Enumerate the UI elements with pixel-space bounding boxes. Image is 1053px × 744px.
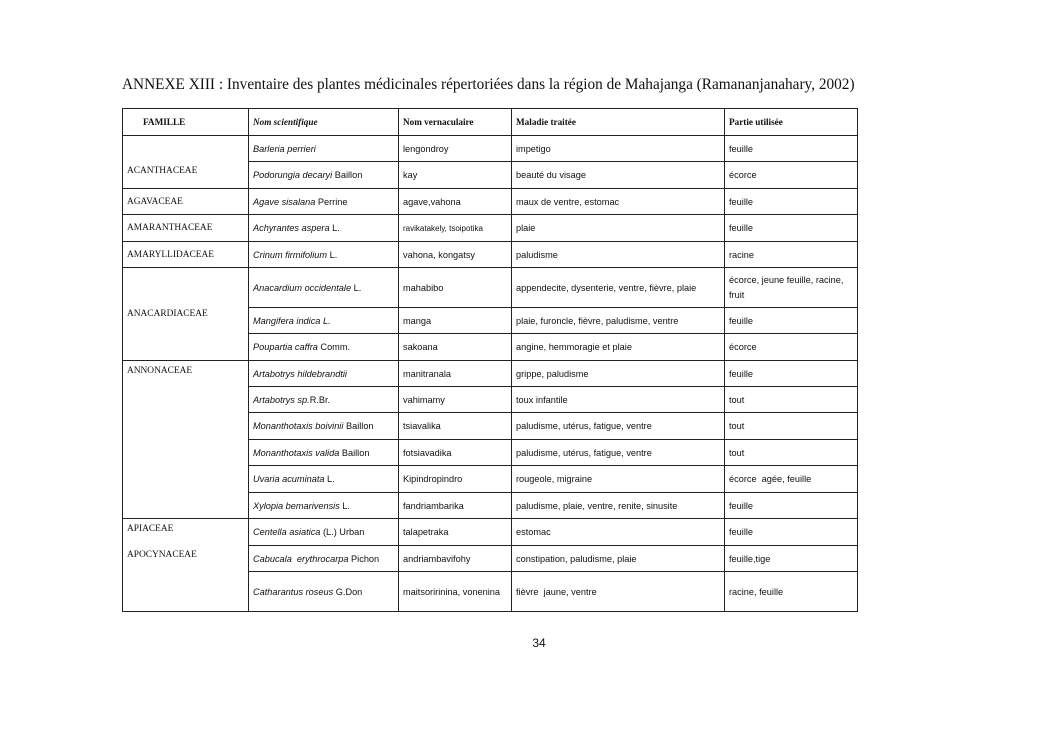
header-nom-scientifique: Nom scientifique (249, 109, 399, 136)
vernacular-name-cell: vahona, kongatsy (399, 242, 512, 268)
part-used-cell: tout (725, 387, 858, 413)
table-row (123, 242, 858, 268)
part-used-cell: feuille,tige (725, 546, 858, 572)
disease-cell: plaie, furoncle, fièvre, paludisme, ventre (512, 308, 725, 334)
vernacular-name-cell: tsiavalika (399, 413, 512, 440)
scientific-name-cell: Monanthotaxis boivinii Baillon (249, 413, 399, 440)
part-used-cell: tout (725, 440, 858, 466)
scientific-name-cell: Uvaria acuminata L. (249, 466, 399, 493)
vernacular-name-cell: mahabibo (399, 268, 512, 308)
scientific-name-cell: Centella asiatica (L.) Urban (249, 519, 399, 546)
family-apiaceae: APIACEAE (127, 524, 174, 534)
scientific-name-cell: Barleria perrieri (249, 136, 399, 162)
disease-cell: appendecite, dysenterie, ventre, fièvre, plaie (512, 268, 725, 308)
vernacular-name-cell: sakoana (399, 334, 512, 361)
disease-cell: maux de ventre, estomac (512, 189, 725, 215)
scientific-name-cell: Artabotrys hildebrandtii (249, 361, 399, 387)
vernacular-name-cell: kay (399, 162, 512, 189)
vernacular-name-cell: lengondroy (399, 136, 512, 162)
scientific-name-cell: Mangifera indica L. (249, 308, 399, 334)
part-used-cell: feuille (725, 215, 858, 242)
disease-cell: paludisme, utérus, fatigue, ventre (512, 440, 725, 466)
family-cell: ANNONACEAE (123, 361, 249, 519)
family-cell: AGAVACEAE (123, 189, 249, 215)
part-used-cell: racine (725, 242, 858, 268)
table-header-row (123, 109, 858, 136)
family-cell: AMARANTHACEAE (123, 215, 249, 242)
page-title: ANNEXE XIII : Inventaire des plantes médicinales répertoriées dans la région de Mahajanga (Ramananjanahary, 2002) (122, 76, 855, 93)
disease-cell: toux infantile (512, 387, 725, 413)
header-maladie: Maladie traitée (512, 109, 725, 136)
scientific-name-cell: Crinum firmifolium L. (249, 242, 399, 268)
part-used-cell: feuille (725, 308, 858, 334)
family-apocynaceae: APOCYNACEAE (127, 550, 197, 560)
header-famille: FAMILLE (123, 109, 249, 136)
disease-cell: fièvre jaune, ventre (512, 572, 725, 612)
family-cell-group (123, 519, 249, 612)
table-row (123, 136, 858, 162)
vernacular-name-cell: andriambavifohy (399, 546, 512, 572)
part-used-cell: feuille (725, 493, 858, 519)
part-used-cell: feuille (725, 136, 858, 162)
scientific-name-cell: Artabotrys sp.R.Br. (249, 387, 399, 413)
header-nom-vernaculaire: Nom vernaculaire (399, 109, 512, 136)
vernacular-name-cell: Kipindropindro (399, 466, 512, 493)
vernacular-name-cell: talapetraka (399, 519, 512, 546)
disease-cell: impetigo (512, 136, 725, 162)
family-cell: AMARYLLIDACEAE (123, 242, 249, 268)
disease-cell: paludisme (512, 242, 725, 268)
vernacular-name-cell: manitranala (399, 361, 512, 387)
disease-cell: constipation, paludisme, plaie (512, 546, 725, 572)
part-used-cell: écorce, jeune feuille, racine, fruit (725, 268, 858, 308)
part-used-cell: écorce (725, 162, 858, 189)
part-used-cell: feuille (725, 361, 858, 387)
family-cell: ACANTHACEAE (123, 136, 249, 189)
vernacular-name-cell: vahimamy (399, 387, 512, 413)
scientific-name-cell: Poupartia caffra Comm. (249, 334, 399, 361)
vernacular-name-cell: fotsiavadika (399, 440, 512, 466)
scientific-name-cell: Anacardium occidentale L. (249, 268, 399, 308)
family-cell: ANACARDIACEAE (123, 268, 249, 361)
scientific-name-cell: Xylopia bemarivensis L. (249, 493, 399, 519)
table-row (123, 268, 858, 308)
vernacular-name-cell: manga (399, 308, 512, 334)
scientific-name-cell: Podorungia decaryi Baillon (249, 162, 399, 189)
scientific-name-cell: Cabucala erythrocarpa Pichon (249, 546, 399, 572)
table-row (123, 189, 858, 215)
scientific-name-cell: Monanthotaxis valida Baillon (249, 440, 399, 466)
scientific-name-cell: Catharantus roseus G.Don (249, 572, 399, 612)
table-row (123, 519, 858, 546)
disease-cell: beauté du visage (512, 162, 725, 189)
table-row (123, 361, 858, 387)
vernacular-name-cell: maitsoririnina, vonenina (399, 572, 512, 612)
part-used-cell: écorce agée, feuille (725, 466, 858, 493)
disease-cell: paludisme, plaie, ventre, renite, sinusite (512, 493, 725, 519)
disease-cell: paludisme, utérus, fatigue, ventre (512, 413, 725, 440)
disease-cell: plaie (512, 215, 725, 242)
vernacular-name-cell: fandriambarika (399, 493, 512, 519)
vernacular-name-cell: ravikatakely, tsoipotika (399, 215, 512, 242)
plants-table (122, 108, 858, 612)
table-row (123, 215, 858, 242)
page-number: 34 (532, 636, 546, 650)
part-used-cell: écorce (725, 334, 858, 361)
disease-cell: estomac (512, 519, 725, 546)
part-used-cell: feuille (725, 189, 858, 215)
disease-cell: grippe, paludisme (512, 361, 725, 387)
scientific-name-cell: Achyrantes aspera L. (249, 215, 399, 242)
scientific-name-cell: Agave sisalana Perrine (249, 189, 399, 215)
header-partie: Partie utilisée (725, 109, 858, 136)
disease-cell: angine, hemmoragie et plaie (512, 334, 725, 361)
part-used-cell: tout (725, 413, 858, 440)
part-used-cell: racine, feuille (725, 572, 858, 612)
vernacular-name-cell: agave,vahona (399, 189, 512, 215)
part-used-cell: feuille (725, 519, 858, 546)
disease-cell: rougeole, migraine (512, 466, 725, 493)
